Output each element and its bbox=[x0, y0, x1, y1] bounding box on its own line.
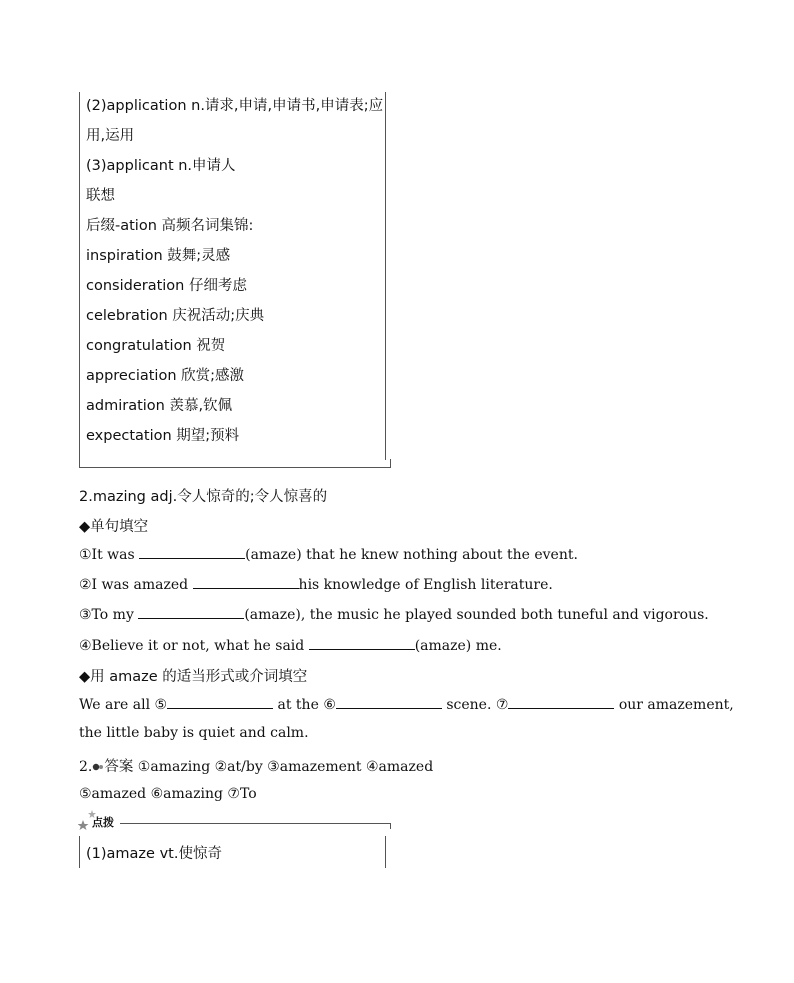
box1-line-8: celebration 庆祝活动;庆典 bbox=[86, 308, 265, 324]
tip-box-border-top bbox=[120, 823, 390, 824]
box1-line-10: appreciation 欣赏;感激 bbox=[86, 368, 245, 384]
box1-line-4: 联想 bbox=[86, 188, 115, 204]
section-title-passage: ◆用 amaze 的适当形式或介词填空 bbox=[79, 669, 308, 685]
box1-corner-left bbox=[79, 459, 80, 468]
box1-line-3: (3)applicant n.申请人 bbox=[86, 158, 236, 174]
sentence-2 bbox=[79, 575, 553, 593]
sentence-1 bbox=[79, 545, 578, 563]
tip-box-corner-right bbox=[390, 823, 391, 829]
blank-4[interactable] bbox=[309, 636, 415, 650]
sentence-4 bbox=[79, 636, 502, 654]
blank-5[interactable] bbox=[167, 695, 273, 709]
blank-1[interactable] bbox=[139, 545, 245, 559]
sentence-3-start: ③To my bbox=[79, 607, 139, 623]
box1-corner-right bbox=[390, 459, 391, 468]
sentence-2-end: his knowledge of English literature. bbox=[298, 577, 553, 593]
word-heading: 2.mazing adj.令人惊奇的;令人惊喜的 bbox=[79, 489, 328, 505]
box1-line-9: congratulation 祝贺 bbox=[86, 338, 226, 354]
box1-line-12: expectation 期望;预料 bbox=[86, 428, 240, 444]
answers-prefix: 2. bbox=[79, 759, 93, 775]
answers-line-1 bbox=[79, 755, 433, 776]
sentence-4-end: (amaze) me. bbox=[414, 638, 502, 654]
tip-label: 点拨 bbox=[92, 816, 114, 829]
sentence-3 bbox=[79, 605, 709, 623]
passage-part-1: We are all ⑤ bbox=[79, 697, 168, 713]
passage-part-2: at the ⑥ bbox=[273, 697, 336, 713]
blank-7[interactable] bbox=[508, 695, 614, 709]
box1-line-7: consideration 仔细考虑 bbox=[86, 278, 247, 294]
box1-border-right bbox=[385, 92, 386, 460]
section-title-fill-in: ◆单句填空 bbox=[79, 519, 149, 535]
box1-border-bottom bbox=[79, 467, 391, 468]
passage-line-2: the little baby is quiet and calm. bbox=[79, 725, 309, 741]
answer-icon bbox=[92, 762, 104, 772]
sentence-3-end: (amaze), the music he played sounded both tuneful and vigorous. bbox=[244, 607, 709, 623]
sentence-1-start: ①It was bbox=[79, 547, 140, 563]
passage-line-1 bbox=[79, 695, 734, 713]
passage-part-4: our amazement, bbox=[614, 697, 734, 713]
blank-2[interactable] bbox=[193, 575, 299, 589]
box1-line-5: 后缀-ation 高频名词集锦: bbox=[86, 218, 254, 234]
tip-box-border-left bbox=[79, 836, 80, 868]
blank-3[interactable] bbox=[138, 605, 244, 619]
box1-line-6: inspiration 鼓舞;灵感 bbox=[86, 248, 231, 264]
box1-line-2: 用,运用 bbox=[86, 128, 135, 144]
box1-border-left bbox=[79, 92, 80, 460]
sentence-2-start: ②I was amazed bbox=[79, 577, 193, 593]
answers-list-1: ①amazing ②at/by ③amazement ④amazed bbox=[133, 759, 434, 775]
sentence-4-start: ④Believe it or not, what he said bbox=[79, 638, 309, 654]
answers-label: 答案 bbox=[104, 759, 134, 775]
box1-line-1: (2)application n.请求,申请,申请书,申请表;应 bbox=[86, 98, 384, 114]
answers-line-2: ⑤amazed ⑥amazing ⑦To bbox=[79, 786, 257, 802]
blank-6[interactable] bbox=[336, 695, 442, 709]
passage-part-3: scene. ⑦ bbox=[441, 697, 509, 713]
tip-line-1: (1)amaze vt.使惊奇 bbox=[86, 846, 222, 862]
box1-line-11: admiration 羡慕,钦佩 bbox=[86, 398, 233, 414]
sentence-1-end: (amaze) that he knew nothing about the event. bbox=[245, 547, 578, 563]
tip-box-border-right bbox=[385, 836, 386, 868]
